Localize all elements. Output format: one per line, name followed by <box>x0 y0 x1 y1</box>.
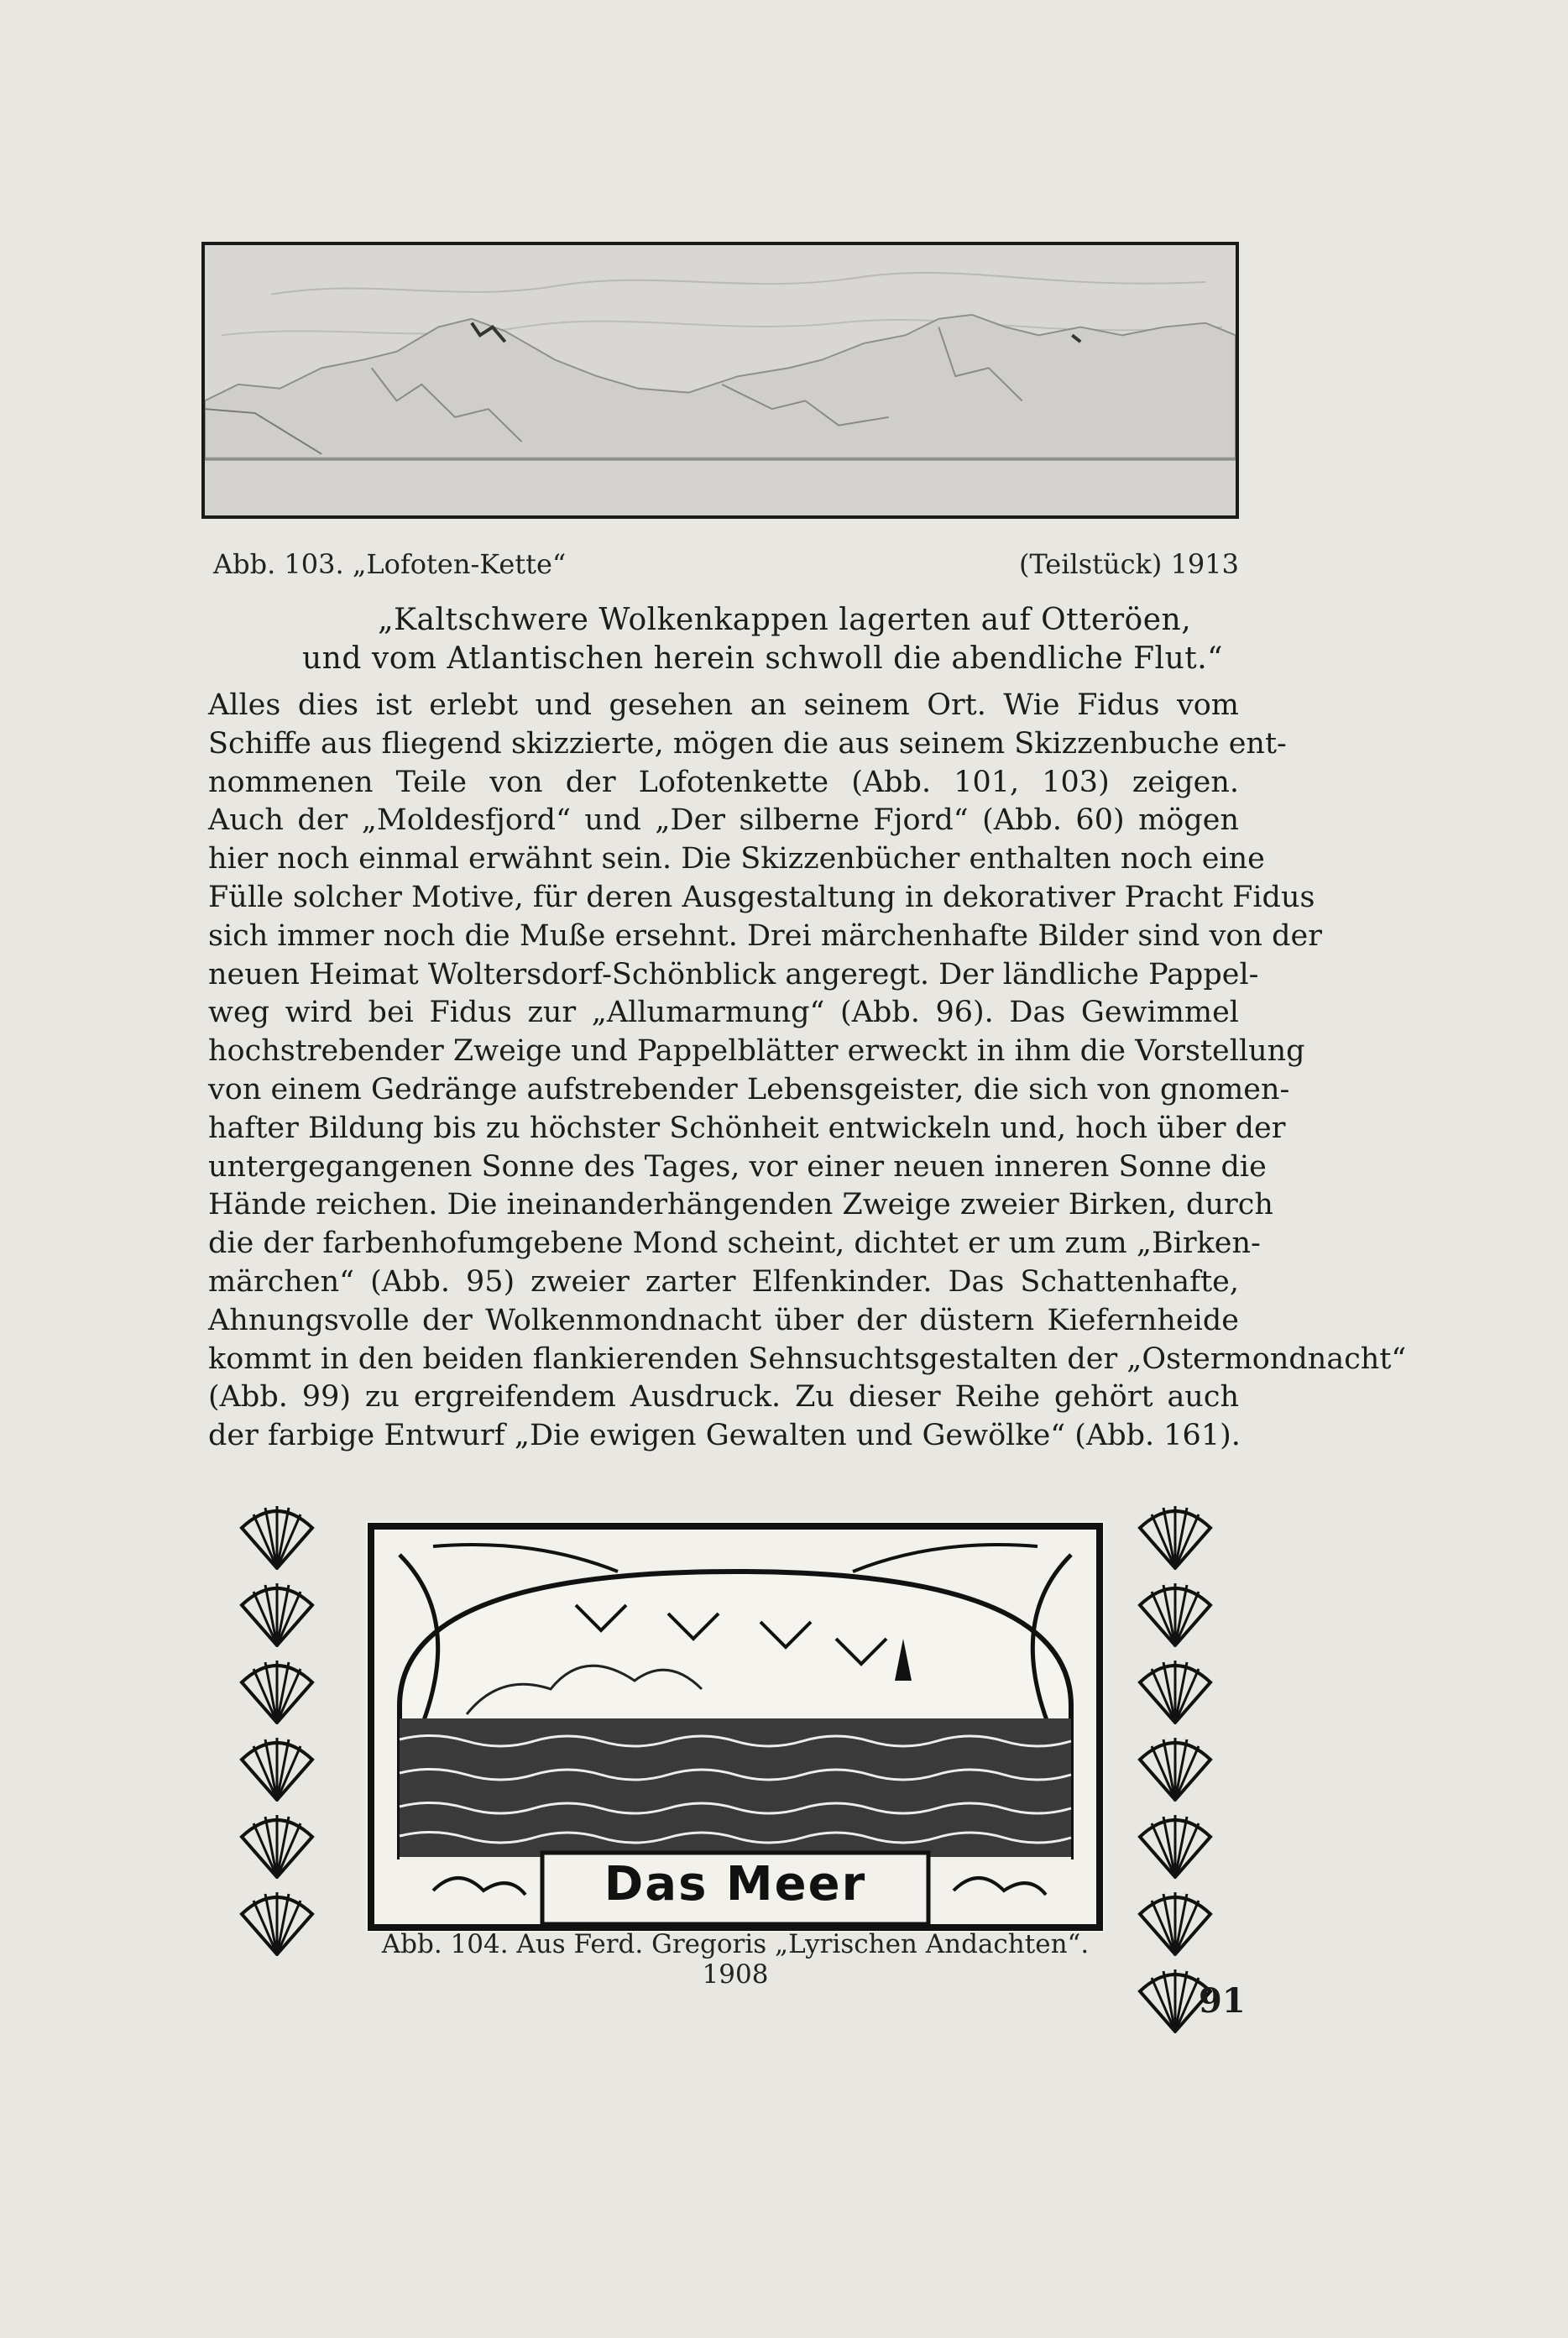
body-line: Fülle solcher Motive, für deren Ausgestaltung in dekorativer Pracht Fidus <box>208 880 1315 914</box>
body-line: Auch der „Moldesfjord“ und „Der silberne Fjord“ (Abb. 60) mögen <box>208 803 1239 838</box>
body-line: weg wird bei Fidus zur „Allumarmung“ (Abb. 96). Das Gewimmel <box>208 996 1239 1030</box>
scallop-shell-icon <box>1133 1889 1217 1956</box>
body-line: Schiffe aus fliegend skizzierte, mögen die aus seinem Skizzenbuche ent- <box>208 726 1287 761</box>
figure-103-caption-date: (Teilstück) 1913 <box>1018 548 1239 580</box>
body-line: der farbige Entwurf „Die ewigen Gewalten und Gewölke“ (Abb. 161). <box>208 1419 1241 1453</box>
body-line: märchen“ (Abb. 95) zweier zarter Elfenkinder. Das Schattenhafte, <box>208 1264 1239 1299</box>
body-line: (Abb. 99) zu ergreifendem Ausdruck. Zu dieser Reihe gehört auch <box>208 1380 1239 1415</box>
body-line: kommt in den beiden flankierenden Sehnsuchtsgestalten der „Ostermondnacht“ <box>208 1342 1407 1376</box>
body-line: nommenen Teile von der Lofotenkette (Abb. 101, 103) zeigen. <box>208 765 1239 799</box>
body-line: hier noch einmal erwähnt sein. Die Skizzenbücher enthalten noch eine <box>208 842 1265 876</box>
body-paragraph <box>208 687 1407 1456</box>
body-line: hafter Bildung bis zu höchster Schönheit entwickeln und, hoch über der <box>208 1111 1286 1145</box>
body-line: untergegangenen Sonne des Tages, vor einer neuen inneren Sonne die <box>208 1149 1267 1184</box>
figure-104-das-meer-vignette <box>366 1521 1105 1933</box>
body-line: Ahnungsvolle der Wolkenmondnacht über der düstern Kiefernheide <box>208 1303 1239 1337</box>
quote-line-2: und vom Atlantischen herein schwoll die abendliche Flut.“ <box>302 641 1224 676</box>
scallop-shell-icon <box>235 1734 319 1802</box>
quote-line-1: „Kaltschwere Wolkenkappen lagerten auf Otteröen, <box>378 603 1192 637</box>
body-line: hochstrebender Zweige und Pappelblätter erweckt in ihm die Vorstellung <box>208 1034 1305 1069</box>
scallop-shell-icon <box>1133 1657 1217 1724</box>
page-number: 91 <box>1199 1981 1246 2021</box>
body-line: Hände reichen. Die ineinanderhängenden Zweige zweier Birken, durch <box>208 1188 1273 1222</box>
figure-103-caption <box>213 546 1239 583</box>
figure-103-lofoten-sketch <box>201 242 1239 519</box>
body-line: Alles dies ist erlebt und gesehen an seinem Ort. Wie Fidus vom <box>208 688 1239 722</box>
figure-104-caption: Abb. 104. Aus Ferd. Gregoris „Lyrischen Andachten“. 1908 <box>381 1929 1090 1990</box>
figure-103-caption-title: Abb. 103. „Lofoten-Kette“ <box>213 548 567 580</box>
shell-column-left <box>235 1503 327 1956</box>
scallop-shell-icon <box>1133 1734 1217 1802</box>
scallop-shell-icon <box>235 1812 319 1879</box>
body-line: von einem Gedränge aufstrebender Lebensgeister, die sich von gnomen- <box>208 1072 1290 1106</box>
body-line: sich immer noch die Muße ersehnt. Drei märchenhafte Bilder sind von der <box>208 918 1322 953</box>
scallop-shell-icon <box>1133 1580 1217 1647</box>
scallop-shell-icon <box>1133 1812 1217 1879</box>
figure-104-title: Das Meer <box>604 1857 867 1912</box>
scallop-shell-icon <box>235 1657 319 1724</box>
scallop-shell-icon <box>1133 1503 1217 1570</box>
body-line: die der farbenhofumgebene Mond scheint, dichtet er um zum „Birken- <box>208 1227 1261 1261</box>
shell-column-right <box>1133 1503 1226 1956</box>
scallop-shell-icon <box>235 1889 319 1956</box>
scallop-shell-icon <box>235 1580 319 1647</box>
scallop-shell-icon <box>235 1503 319 1570</box>
body-line: neuen Heimat Woltersdorf-Schönblick angeregt. Der ländliche Pappel- <box>208 957 1259 991</box>
